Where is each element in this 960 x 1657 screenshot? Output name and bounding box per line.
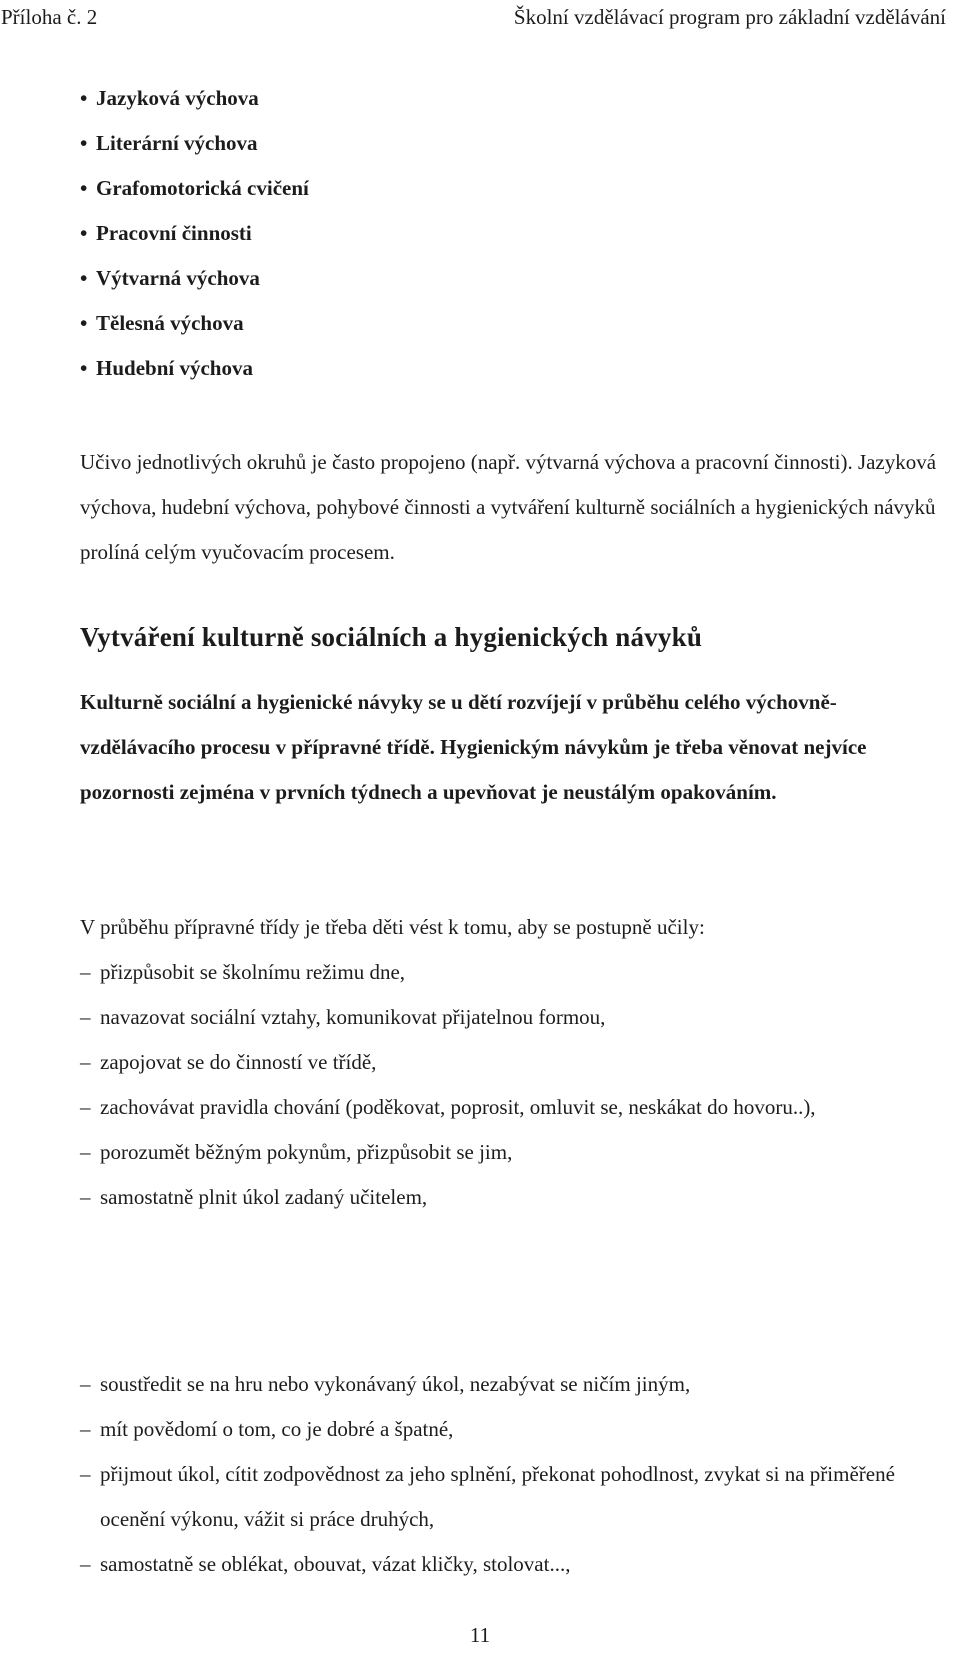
list-item: • Tělesná výchova [80, 301, 309, 346]
list-item: • Jazyková výchova [80, 76, 309, 121]
list-item: – samostatně plnit úkol zadaný učitelem, [80, 1175, 960, 1220]
list-item: – navazovat sociální vztahy, komunikovat přijatelnou formou, [80, 995, 960, 1040]
section-paragraph: Kulturně sociální a hygienické návyky se u dětí rozvíjejí v průběhu celého výchovně- vzdělávacího procesu v přípravné třídě. Hygienickým návykům je třeba věnovat nejvíce pozornosti zejména v prvních týdnech a upevňovat je neustálým opakováním. [80, 690, 867, 804]
page-header [0, 0, 960, 40]
bullet-icon: • [80, 86, 88, 110]
list-item: – přizpůsobit se školnímu režimu dne, [80, 950, 960, 995]
list-item: • Pracovní činnosti [80, 211, 309, 256]
section-heading: Vytváření kulturně sociálních a hygienických návyků [80, 622, 703, 652]
bullet-icon: • [80, 311, 88, 335]
dash-icon: – [80, 1417, 91, 1441]
curriculum-paragraph: Učivo jednotlivých okruhů je často propojeno (např. výtvarná výchova a pracovní činnosti). Jazyková výchova, hudební výchova, pohybové činnosti a vytváření kulturně sociálních a hygienických návyků prolíná celým vyučovacím procesem. [80, 450, 937, 564]
intro-paragraph: V průběhu přípravné třídy je třeba děti vést k tomu, aby se postupně učily: [80, 915, 705, 939]
dash-icon: – [80, 1185, 91, 1209]
page-number: 11 [469, 1623, 491, 1647]
attachment-label: Příloha č. 2 [1, 5, 98, 29]
list-item: – soustředit se na hru nebo vykonávaný úkol, nezabývat se ničím jiným, [80, 1362, 960, 1407]
dash-icon: – [80, 1462, 91, 1486]
dash-icon: – [80, 1095, 91, 1119]
bullet-icon: • [80, 221, 88, 245]
list-item: – zapojovat se do činností ve třídě, [80, 1040, 960, 1085]
dash-icon: – [80, 1005, 91, 1029]
dash-icon: – [80, 1140, 91, 1164]
list-item: – samostatně se oblékat, obouvat, vázat kličky, stolovat..., [80, 1542, 960, 1587]
list-item: – porozumět běžným pokynům, přizpůsobit se jim, [80, 1130, 960, 1175]
dash-icon: – [80, 1050, 91, 1074]
document-title: Školní vzdělávací program pro základní vzdělávání [513, 5, 946, 29]
list-item: • Literární výchova [80, 121, 309, 166]
list-item: • Výtvarná výchova [80, 256, 309, 301]
bullet-icon: • [80, 176, 88, 200]
goals-list [80, 950, 960, 1220]
dash-icon: – [80, 1372, 91, 1396]
dash-icon: – [80, 960, 91, 984]
list-item: • Grafomotorická cvičení [80, 166, 309, 211]
list-item: – zachovávat pravidla chování (poděkovat, poprosit, omluvit se, neskákat do hovoru..), [80, 1085, 960, 1130]
dash-icon: – [80, 1552, 91, 1576]
list-item: – mít povědomí o tom, co je dobré a špatné, [80, 1407, 960, 1452]
bullet-icon: • [80, 356, 88, 380]
list-item: – přijmout úkol, cítit zodpovědnost za jeho splnění, překonat pohodlnost, zvykat si na přiměřené ocenění výkonu, vážit si práce druhých, [80, 1452, 960, 1542]
bullet-icon: • [80, 266, 88, 290]
list-item: • Hudební výchova [80, 346, 309, 391]
bullet-icon: • [80, 131, 88, 155]
subject-list [80, 76, 309, 391]
goals-list-continued [80, 1362, 960, 1587]
